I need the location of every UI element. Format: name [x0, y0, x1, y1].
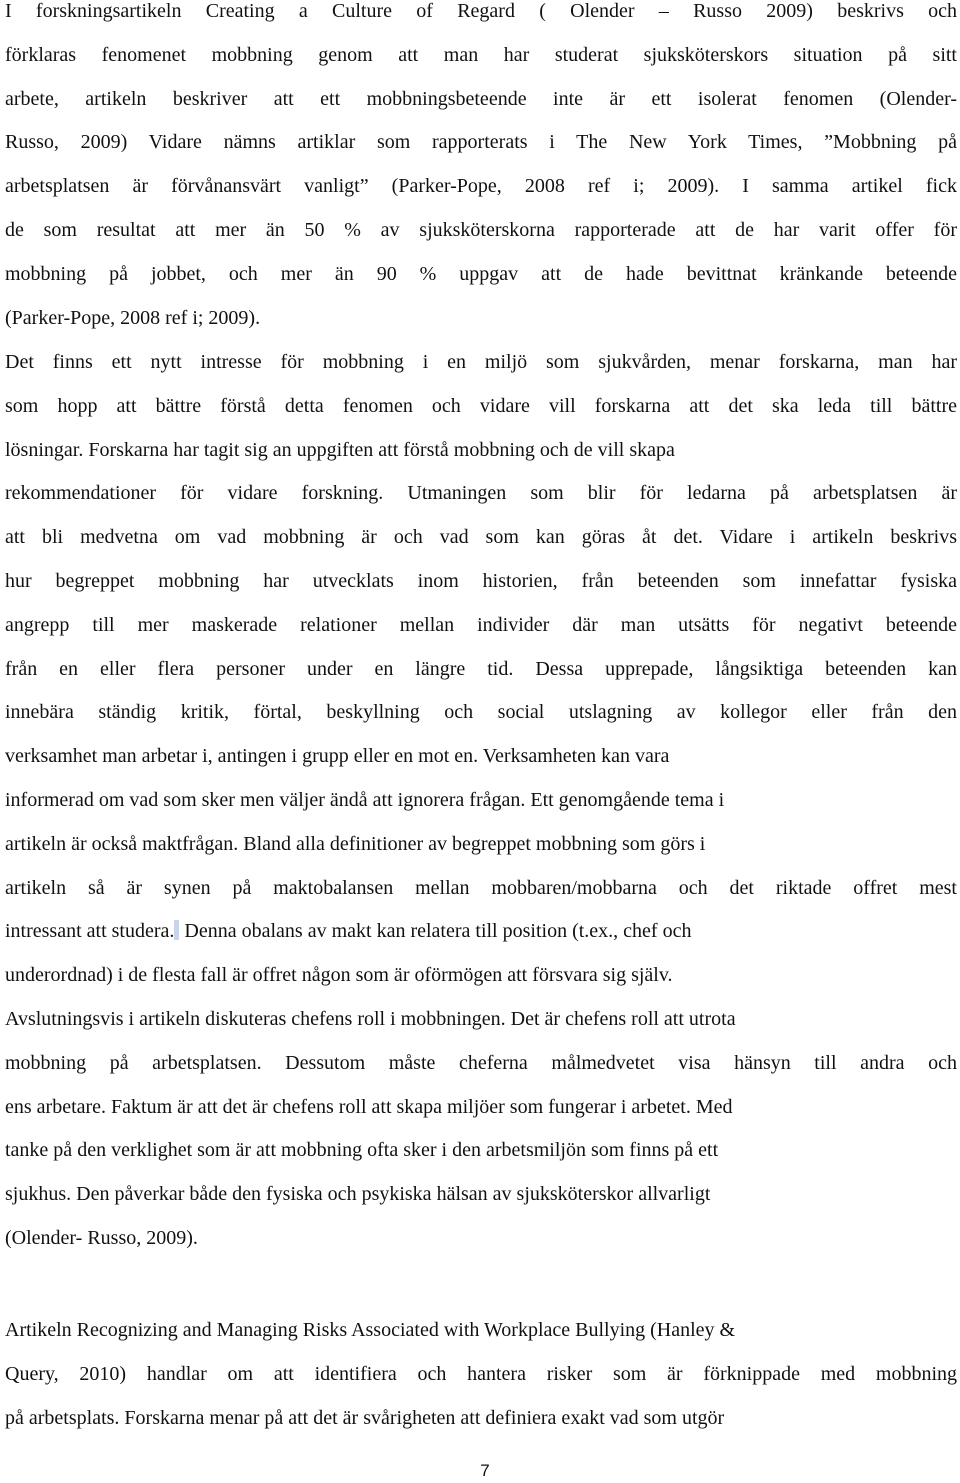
text-line: Det finns ett nytt intresse för mobbning i en miljö som sjukvården, menar forskarna, man har [5, 351, 957, 373]
paragraph-olender-russo [5, 0, 957, 340]
text-line: Avslutningsvis i artikeln diskuteras chefens roll i mobbningen. Det är chefens roll att utrota [5, 1007, 736, 1030]
text-line: tanke på den verklighet som är att mobbning ofta sker i den arbetsmiljön som finns på ett [5, 1139, 719, 1162]
text-line: underordnad) i de flesta fall är offret någon som är oförmögen att försvara sig själv. [5, 964, 673, 987]
text-line: sjukhus. Den påverkar både den fysiska och psykiska hälsan av sjuksköterskor allvarligt [5, 1183, 711, 1206]
text-line: (Parker-Pope, 2008 ref i; 2009). [5, 306, 261, 329]
text-line: artikeln så är synen på maktobalansen mellan mobbaren/mobbarna och det riktade offret mest [5, 876, 957, 899]
text-line: lösningar. Forskarna har tagit sig an uppgiften att förstå mobbning och de vill skapa [5, 438, 675, 461]
text-line: rekommendationer för vidare forskning. Utmaningen som blir för ledarna på arbetsplatsen är [5, 482, 957, 505]
text-line: hur begreppet mobbning har utvecklats inom historien, från beteenden som innefattar fysiska [5, 569, 957, 592]
text-segment: Denna obalans av makt kan relatera till position (t.ex., chef och [179, 920, 692, 943]
text-line: artikeln är också maktfrågan. Bland alla definitioner av begreppet mobbning som görs i [5, 832, 706, 855]
text-line: mobbning på jobbet, och mer än 90 % uppgav att de hade bevittnat kränkande beteende [5, 262, 957, 285]
text-line: innebära ständig kritik, förtal, beskyllning och social utslagning av kollegor eller från den [5, 701, 957, 724]
text-line: (Olender- Russo, 2009). [5, 1226, 198, 1249]
text-line: förklaras fenomenet mobbning genom att man har studerat sjuksköterskors situation på sitt [5, 43, 957, 66]
text-line: verksamhet man arbetar i, antingen i grupp eller en mot en. Verksamheten kan vara [5, 745, 670, 768]
text-line: ens arbetare. Faktum är att det är chefens roll att skapa miljöer som fungerar i arbetet. Med [5, 1095, 733, 1118]
text-line: från en eller flera personer under en längre tid. Dessa upprepade, långsiktiga beteenden kan [5, 657, 957, 680]
text-line: arbetsplatsen är förvånansvärt vanligt” (Parker-Pope, 2008 ref i; 2009). I samma artikel fick [5, 175, 957, 198]
text-line: arbete, artikeln beskriver att ett mobbningsbeteende inte är ett isolerat fenomen (Olender- [5, 87, 957, 110]
text-line: mobbning på arbetsplatsen. Dessutom måste cheferna målmedvetet visa hänsyn till andra och [5, 1051, 957, 1074]
text-line: angrepp till mer maskerade relationer mellan individer där man utsätts för negativt beteende [5, 613, 957, 636]
text-line: Query, 2010) handlar om att identifiera och hantera risker som är förknippade med mobbning [5, 1362, 957, 1385]
text-line: informerad om vad som sker men väljer ändå att ignorera frågan. Ett genomgående tema i [5, 788, 725, 811]
paragraph-hanley-query [5, 1309, 957, 1440]
text-line: Russo, 2009) Vidare nämns artiklar som rapporterats i The New York Times, ”Mobbning på [5, 131, 957, 154]
page-number: 7 [480, 1461, 490, 1480]
text-line: på arbetsplats. Forskarna menar på att det är svårigheten att definiera exakt vad som utgör [5, 1406, 725, 1429]
text-line: att bli medvetna om vad mobbning är och vad som kan göras åt det. Vidare i artikeln beskrivs [5, 526, 957, 549]
text-segment: intressant att studera. [5, 920, 175, 943]
text-line [5, 910, 957, 954]
text-line: som hopp att bättre förstå detta fenomen och vidare vill forskarna att det ska leda till bättre [5, 394, 957, 417]
text-line: Artikeln Recognizing and Managing Risks Associated with Workplace Bullying (Hanley & [5, 1319, 736, 1341]
text-line: I forskningsartikeln Creating a Culture of Regard ( Olender – Russo 2009) beskrivs och [5, 0, 957, 22]
paragraph-intresse-mobbning [5, 341, 957, 1261]
text-line: de som resultat att mer än 50 % av sjuksköterskorna rapporterade att de har varit offer för [5, 218, 957, 241]
